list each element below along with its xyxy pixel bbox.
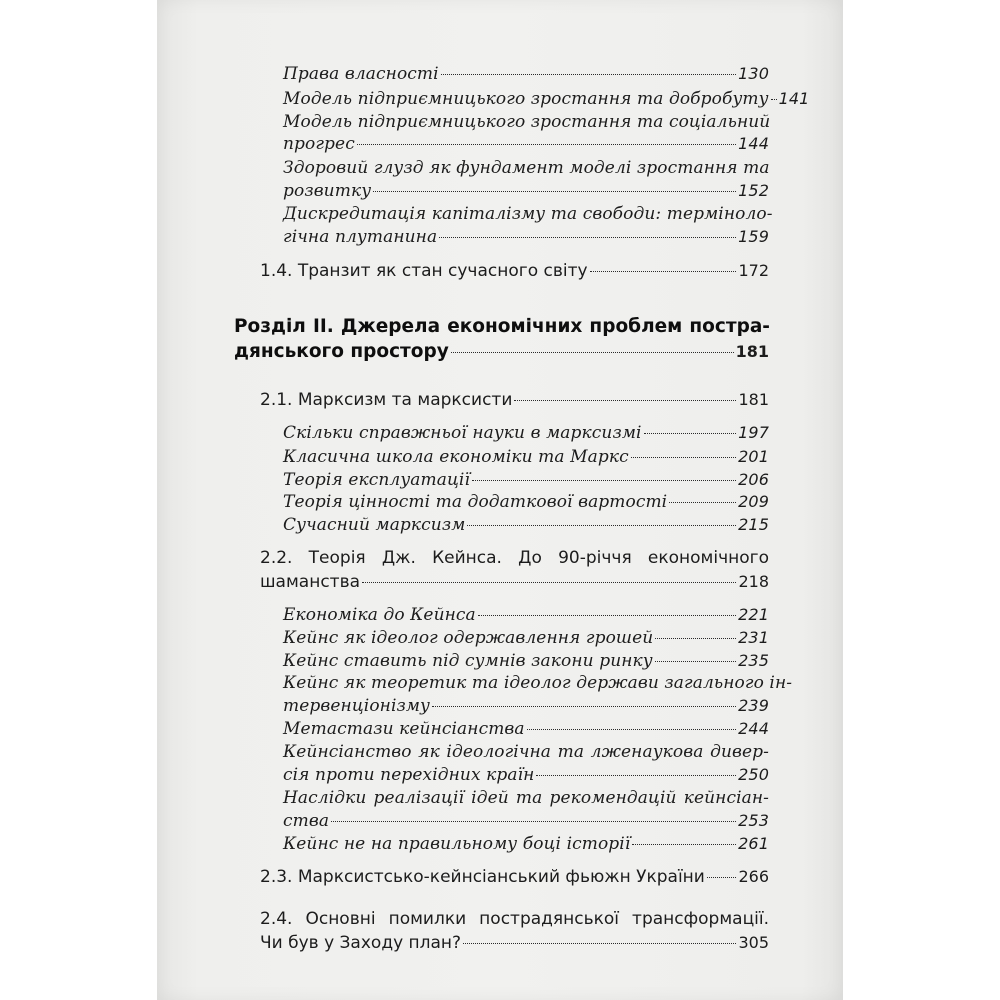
toc-entry <box>283 425 769 442</box>
toc-entry <box>283 449 769 466</box>
toc-entry-line-first <box>283 744 769 761</box>
toc-entry <box>283 89 810 109</box>
toc-entry-page: 130 <box>738 64 769 83</box>
toc-section-page: 266 <box>738 867 769 886</box>
toc-entry <box>283 183 769 200</box>
toc-entry-title: Теорія експлуатації <box>283 470 471 490</box>
toc-entry <box>283 721 769 738</box>
toc-entry-title: Метастази кейнсіанства <box>283 719 525 739</box>
toc-section <box>260 574 769 591</box>
toc-entry-title: Наслідки реалізації ідей та рекомендацій кейнсіан- <box>283 788 769 808</box>
toc-section-title: 2.3. Марксистсько-кейнсіанський фьюжн України <box>260 867 705 887</box>
dot-leader <box>536 775 736 776</box>
toc-section-line-first <box>260 911 769 928</box>
dot-leader <box>467 525 736 526</box>
toc-entry-title: Здоровий глузд як фундамент моделі зростання та <box>283 158 770 178</box>
toc-entry-page: 152 <box>738 181 769 200</box>
toc-chapter-title: Розділ ІІ. Джерела економічних проблем пострa- <box>234 316 770 337</box>
dot-leader <box>514 400 736 401</box>
dot-leader <box>631 457 736 458</box>
toc-entry-page: 215 <box>738 515 769 534</box>
toc-entry-title: Кейнс як теоретик та ідеолог держави загального ін- <box>283 673 793 693</box>
toc-entry-title: Права власності <box>283 64 439 84</box>
toc-entry-line-first <box>283 204 773 224</box>
toc-entry <box>283 767 769 784</box>
dot-leader <box>463 943 736 944</box>
toc-entry-title: Модель підприємницького зростання та добробуту <box>283 89 769 109</box>
book-page <box>157 0 843 1000</box>
dot-leader <box>441 74 736 75</box>
dot-leader <box>373 191 736 192</box>
toc-section-title: 2.2. Теорія Дж. Кейнса. До 90-річчя економічного <box>260 548 769 568</box>
toc-section-line-first <box>260 550 769 567</box>
toc-entry-title-cont: тервенціонізму <box>283 696 431 716</box>
toc-section <box>260 263 769 280</box>
toc-entry <box>283 653 769 670</box>
dot-leader <box>478 615 736 616</box>
dot-leader <box>644 433 737 434</box>
dot-leader <box>451 352 734 353</box>
toc-entry-title: Теорія цінності та додаткової вартості <box>283 492 668 512</box>
toc-chapter-title-cont: дянського простору <box>234 341 449 362</box>
toc-entry-line-first <box>283 673 793 693</box>
toc-entry-page: 159 <box>738 227 769 246</box>
toc-entry-line-first <box>283 114 769 131</box>
toc-entry-page: 144 <box>738 134 769 153</box>
dot-leader <box>472 480 736 481</box>
toc-entry-page: 235 <box>738 651 769 670</box>
toc-entry-page: 261 <box>738 834 769 853</box>
toc-entry-page: 197 <box>738 423 769 442</box>
toc-entry-page: 253 <box>738 811 769 830</box>
toc-section <box>260 935 769 952</box>
toc-entry <box>283 229 769 246</box>
toc-entry <box>283 136 769 153</box>
toc-entry-line-first <box>283 790 769 807</box>
toc-entry-title: Кейнс ставить під сумнів закони ринку <box>283 651 653 671</box>
toc-entry-page: 239 <box>738 696 769 715</box>
toc-section-title: 2.4. Основні помилки пострадянської трансформації. <box>260 909 769 929</box>
toc-section-title-cont: шаманства <box>260 572 361 592</box>
dot-leader <box>432 706 736 707</box>
dot-leader <box>655 661 736 662</box>
dot-leader <box>439 237 736 238</box>
toc-entry-page: 244 <box>738 719 769 738</box>
toc-section <box>260 392 769 409</box>
dot-leader <box>655 638 736 639</box>
toc-entry-page: 141 <box>778 89 810 108</box>
toc-section-title: 1.4. Транзит як стан сучасного світу <box>260 261 588 281</box>
dot-leader <box>357 144 736 145</box>
toc-chapter <box>234 343 769 362</box>
toc-entry-page: 250 <box>738 765 769 784</box>
toc-section <box>260 869 769 886</box>
toc-entry-title: Дискредитація капіталізму та свободи: терміноло- <box>283 204 773 224</box>
toc-entry-title-cont: сія проти перехідних країн <box>283 765 535 785</box>
toc-entry <box>283 607 769 624</box>
toc-entry-title: Класична школа економіки та Маркс <box>283 447 629 467</box>
toc-entry <box>283 66 769 83</box>
toc-entry <box>283 698 769 715</box>
toc-entry-title: Кейнс як ідеолог одержавлення грошей <box>283 628 654 648</box>
toc-entry <box>283 813 769 830</box>
dot-leader <box>771 99 777 100</box>
toc-entry-page: 209 <box>738 492 769 511</box>
toc-entry-title-cont: розвитку <box>283 181 372 201</box>
toc-chapter-line-first <box>234 318 770 337</box>
dot-leader <box>590 271 737 272</box>
toc-entry <box>283 517 769 534</box>
dot-leader <box>527 729 737 730</box>
dot-leader <box>362 582 736 583</box>
toc-entry-page: 221 <box>738 605 769 624</box>
toc-section-page: 181 <box>738 390 769 409</box>
toc-section-page: 172 <box>738 261 769 280</box>
toc-entry-title-cont: прогрес <box>283 134 355 154</box>
toc-entry <box>283 472 769 489</box>
toc-entry <box>283 630 769 647</box>
toc-entry-title-cont: ства <box>283 811 330 831</box>
toc-section-title-cont: Чи був у Заходу план? <box>260 933 462 953</box>
toc-entry-page: 206 <box>738 470 769 489</box>
toc-entry-title: Кейнсіанство як ідеологічна та лженаукова дивер- <box>283 742 769 762</box>
toc-chapter-page: 181 <box>735 342 769 361</box>
toc-entry-page: 201 <box>738 447 769 466</box>
toc-entry-title: Економіка до Кейнса <box>283 605 476 625</box>
toc-section-page: 305 <box>738 933 769 952</box>
toc-entry-title: Скільки справжньої науки в марксизмі <box>283 423 642 443</box>
toc-entry-title: Кейнс не на правильному боці історії <box>283 834 631 854</box>
toc-entry-page: 231 <box>738 628 769 647</box>
dot-leader <box>331 821 736 822</box>
toc-section-title: 2.1. Марксизм та марксисти <box>260 390 513 410</box>
toc-entry <box>283 836 769 853</box>
dot-leader <box>632 844 736 845</box>
toc-entry-line-first <box>283 160 769 177</box>
toc-entry <box>283 494 769 511</box>
toc-entry-title: Модель підприємницького зростання та соціальний <box>283 112 771 132</box>
toc-entry-title-cont: гічна плутанина <box>283 227 438 247</box>
dot-leader <box>707 877 737 878</box>
toc-section-page: 218 <box>738 572 769 591</box>
dot-leader <box>669 502 736 503</box>
toc-entry-title: Сучасний марксизм <box>283 515 466 535</box>
